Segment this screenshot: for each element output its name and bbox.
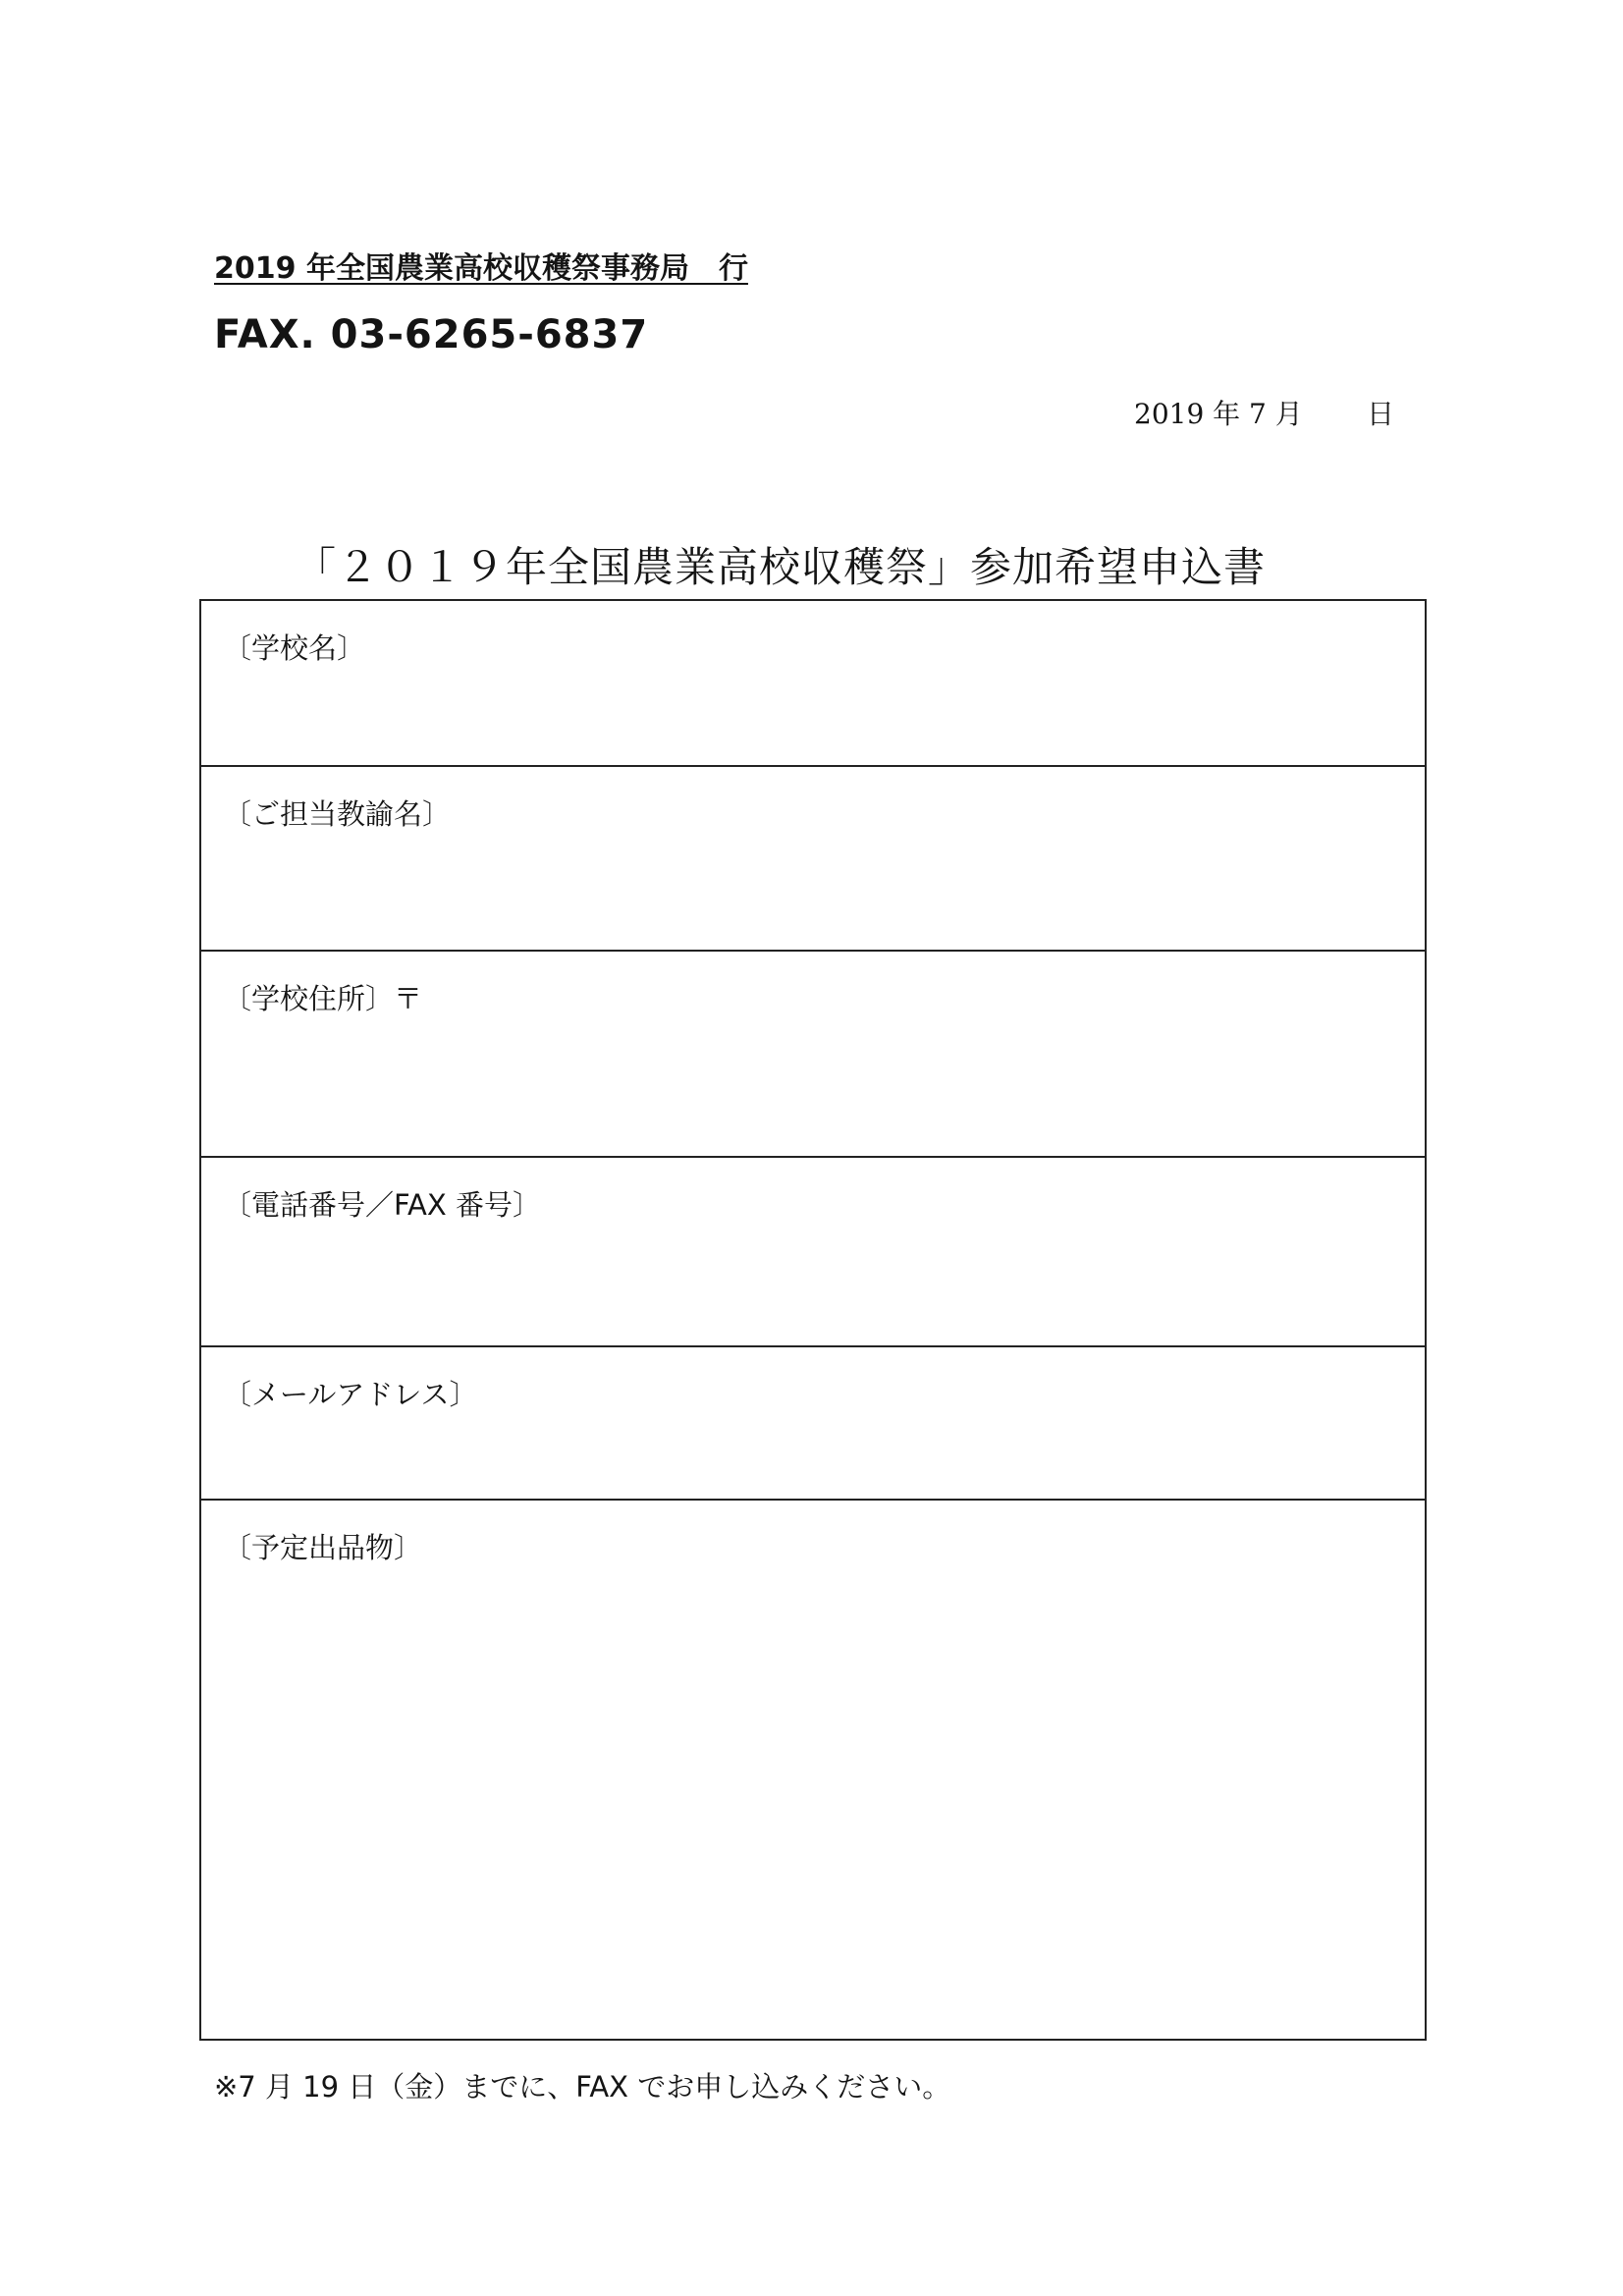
email-field[interactable] — [201, 1347, 1425, 1501]
date-year-month: 2019 年 7 月 — [1134, 398, 1303, 430]
school-address-field[interactable] — [201, 952, 1425, 1158]
planned-items-label: 〔予定出品物〕 — [223, 1531, 423, 1564]
date-day-suffix: 日 — [1366, 398, 1394, 430]
form-title: 「２０１９年全国農業高校収穫祭」参加希望申込書 — [295, 543, 1267, 591]
application-form-table — [199, 599, 1427, 2041]
fax-number: FAX. 03-6265-6837 — [214, 312, 649, 357]
phone-fax-label: 〔電話番号／FAX 番号〕 — [223, 1188, 541, 1222]
school-address-label: 〔学校住所〕〒 — [223, 982, 423, 1015]
deadline-note: ※7 月 19 日（金）までに、FAX でお申し込みください。 — [214, 2070, 951, 2104]
phone-fax-field[interactable] — [201, 1158, 1425, 1347]
school-name-label: 〔学校名〕 — [223, 631, 366, 665]
school-name-field[interactable] — [201, 601, 1425, 767]
planned-items-field[interactable] — [201, 1501, 1425, 2039]
application-date — [1134, 393, 1394, 432]
email-label: 〔メールアドレス〕 — [223, 1378, 478, 1411]
teacher-name-field[interactable] — [201, 767, 1425, 952]
recipient-line: 2019 年全国農業高校収穫祭事務局 行 — [214, 251, 748, 286]
teacher-name-label: 〔ご担当教諭名〕 — [223, 797, 452, 831]
